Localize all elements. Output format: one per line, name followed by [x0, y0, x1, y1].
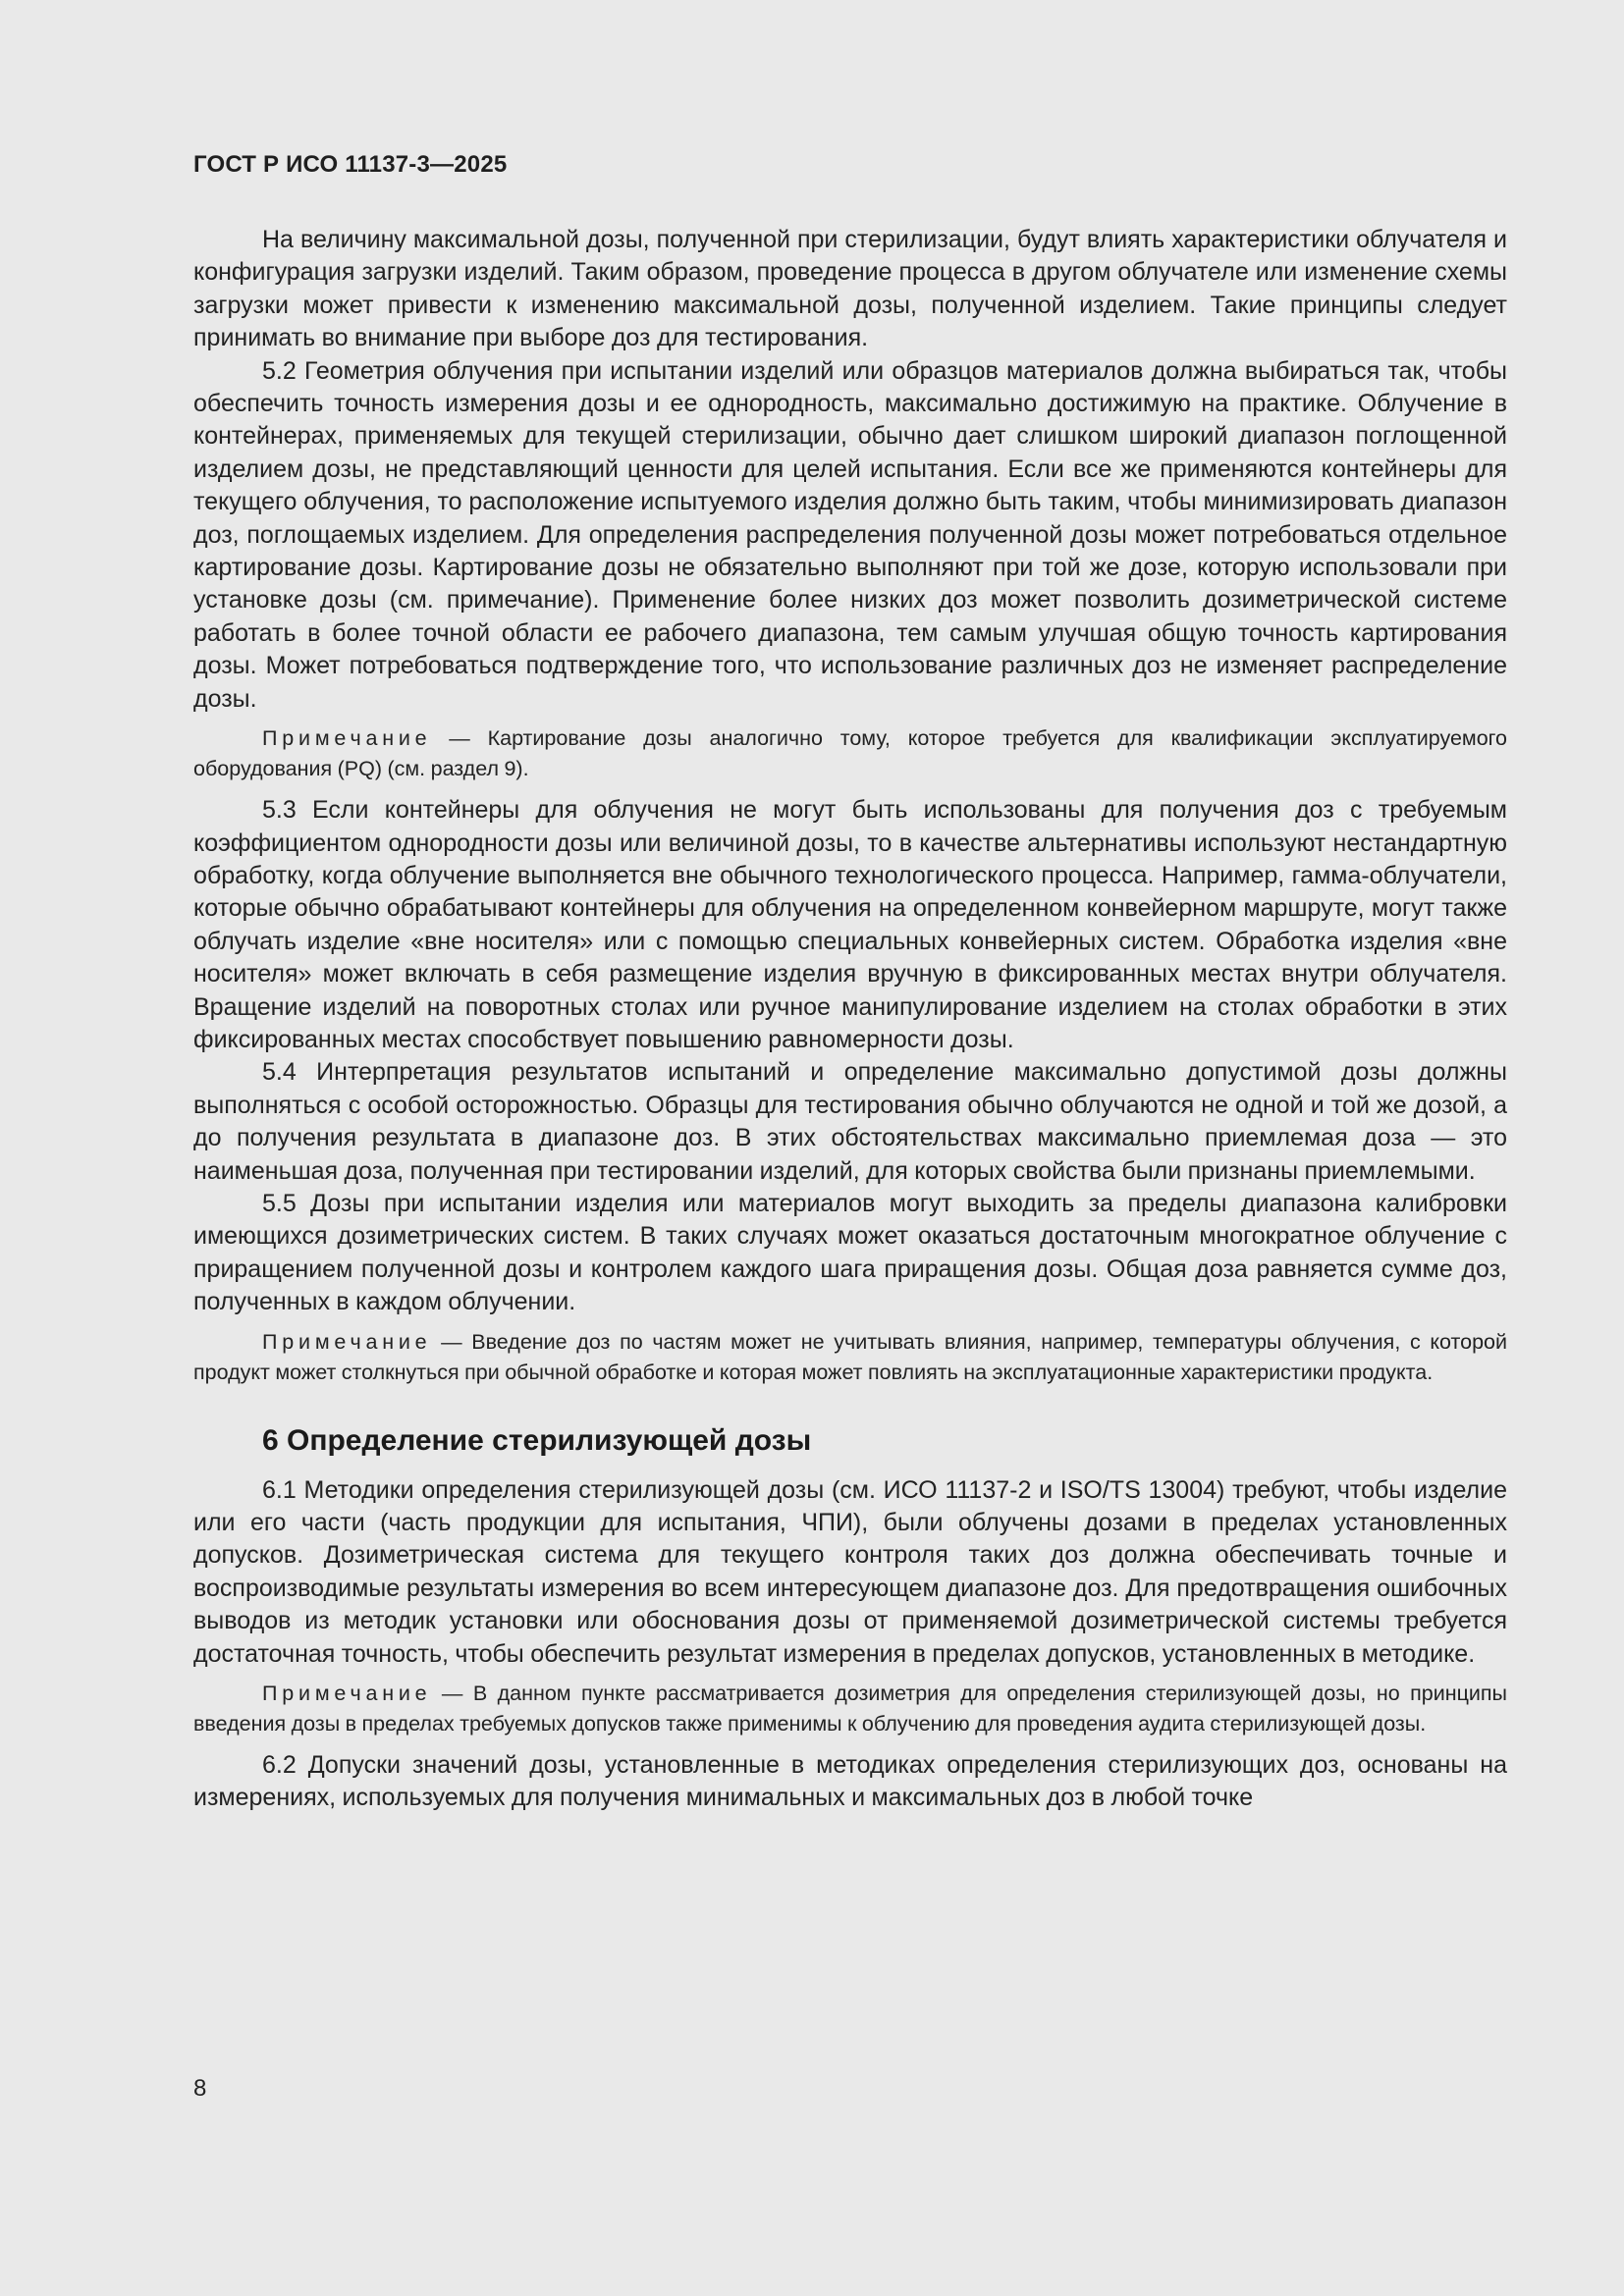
paragraph-5-5: 5.5 Дозы при испытании изделия или материалов могут выходить за пределы диапазона калибровки имеющихся дозиметрических систем. В таких случаях может оказаться достаточным многократное облучение с приращением полученной дозы и контролем каждого шага приращения дозы. Общая доза равняется сумме доз, полученных в каждом облучении. [193, 1189, 1507, 1316]
page-number: 8 [193, 2075, 207, 2102]
section-6-heading: 6 Определение стерилизующей дозы [262, 1423, 812, 1457]
note-3 [193, 1679, 1507, 1739]
paragraph-intro: На величину максимальной дозы, полученной при стерилизации, будут влиять характеристики облучателя и конфигурация загрузки изделий. Таким образом, проведение процесса в другом облучателе или изменение схемы загрузки может привести к изменению максимальной дозы, полученной изделием. Такие принципы следует принимать во внимание при выборе доз для тестирования. [193, 226, 1507, 352]
paragraph-6-1: 6.1 Методики определения стерилизующей дозы (см. ИСО 11137-2 и ISO/TS 13004) требуют, чтобы изделие или его части (часть продукции для испытания, ЧПИ), были облучены дозами в пределах установленных допусков. Дозиметрическая система для текущего контроля таких доз должна обеспечивать точные и воспроизводимые результаты измерения во всем интересующем диапазоне доз. Для предотвращения ошибочных выводов из методик установки или обоснования дозы от применяемой дозиметрической системы требуется достаточная точность, чтобы обеспечить результат измерения в пределах допусков, установленных в методике. [193, 1475, 1507, 1668]
note-2-text: — Введение доз по частям может не учитывать влияния, например, температуры облучения, с которой продукт может столкнуться при обычной обработке и которая может повлиять на эксплуатационные характеристики продукта. [193, 1329, 1507, 1384]
note-label: Примечание [262, 1329, 432, 1354]
paragraph-5-3: 5.3 Если контейнеры для облучения не могут быть использованы для получения доз с требуемым коэффициентом однородности дозы или величиной дозы, то в качестве альтернативы используют нестандартную обработку, когда облучение выполняется вне обычного технологического процесса. Например, гамма-облучатели, которые обычно обрабатывают контейнеры для облучения на определенном конвейерном маршруте, могут также облучать изделие «вне носителя» или с помощью специальных конвейерных систем. Обработка изделия «вне носителя» может включать в себя размещение изделия вручную в фиксированных местах внутри облучателя. Вращение изделий на поворотных столах или ручное манипулирование изделием на столах обработки в этих фиксированных местах способствует повышению равномерности дозы. [193, 796, 1507, 1053]
document-body [193, 224, 1507, 1815]
paragraph-5-4: 5.4 Интерпретация результатов испытаний и определение максимально допустимой дозы должны выполняться с особой осторожностью. Образцы для тестирования обычно облучаются не одной и той же дозой, а до получения результата в диапазоне доз. В этих обстоятельствах максимально приемлемая доза — это наименьшая доза, полученная при тестировании изделий, для которых свойства были признаны приемлемыми. [193, 1058, 1507, 1185]
note-label: Примечание [262, 1682, 432, 1706]
note-1 [193, 723, 1507, 784]
paragraph-6-2: 6.2 Допуски значений дозы, установленные в методиках определения стерилизующих доз, основаны на измерениях, используемых для получения минимальных и максимальных доз в любой точке [193, 1751, 1507, 1812]
note-1-text: — Картирование дозы аналогично тому, которое требуется для квалификации эксплуатируемого оборудования (PQ) (см. раздел 9). [193, 726, 1508, 781]
note-3-text: — В данном пункте рассматривается дозиметрия для определения стерилизующей дозы, но принципы введения дозы в пределах требуемых допусков также применимы к облучению для проведения аудита стерилизующей дозы. [193, 1682, 1507, 1736]
document-header-title: ГОСТ Р ИСО 11137-3—2025 [193, 151, 508, 178]
paragraph-5-2: 5.2 Геометрия облучения при испытании изделий или образцов материалов должна выбираться так, чтобы обеспечить точность измерения дозы и ее однородность, максимально достижимую на практике. Облучение в контейнерах, применяемых для текущей стерилизации, обычно дает слишком широкий диапазон поглощенной изделием дозы, не представляющий ценности для целей испытания. Если все же применяются контейнеры для текущего облучения, то расположение испытуемого изделия должно быть таким, чтобы минимизировать диапазон доз, поглощаемых изделием. Для определения распределения полученной дозы может потребоваться отдельное картирование дозы. Картирование дозы не обязательно выполняют при той же дозе, которую использовали при установке дозы (см. примечание). Применение более низких доз может позволить дозиметрической системе работать в более точной области ее рабочего диапазона, тем самым улучшая общую точность картирования дозы. Может потребоваться подтверждение того, что использование различных доз не изменяет распределение дозы. [193, 356, 1507, 713]
note-label: Примечание [262, 726, 432, 751]
note-2 [193, 1327, 1507, 1388]
